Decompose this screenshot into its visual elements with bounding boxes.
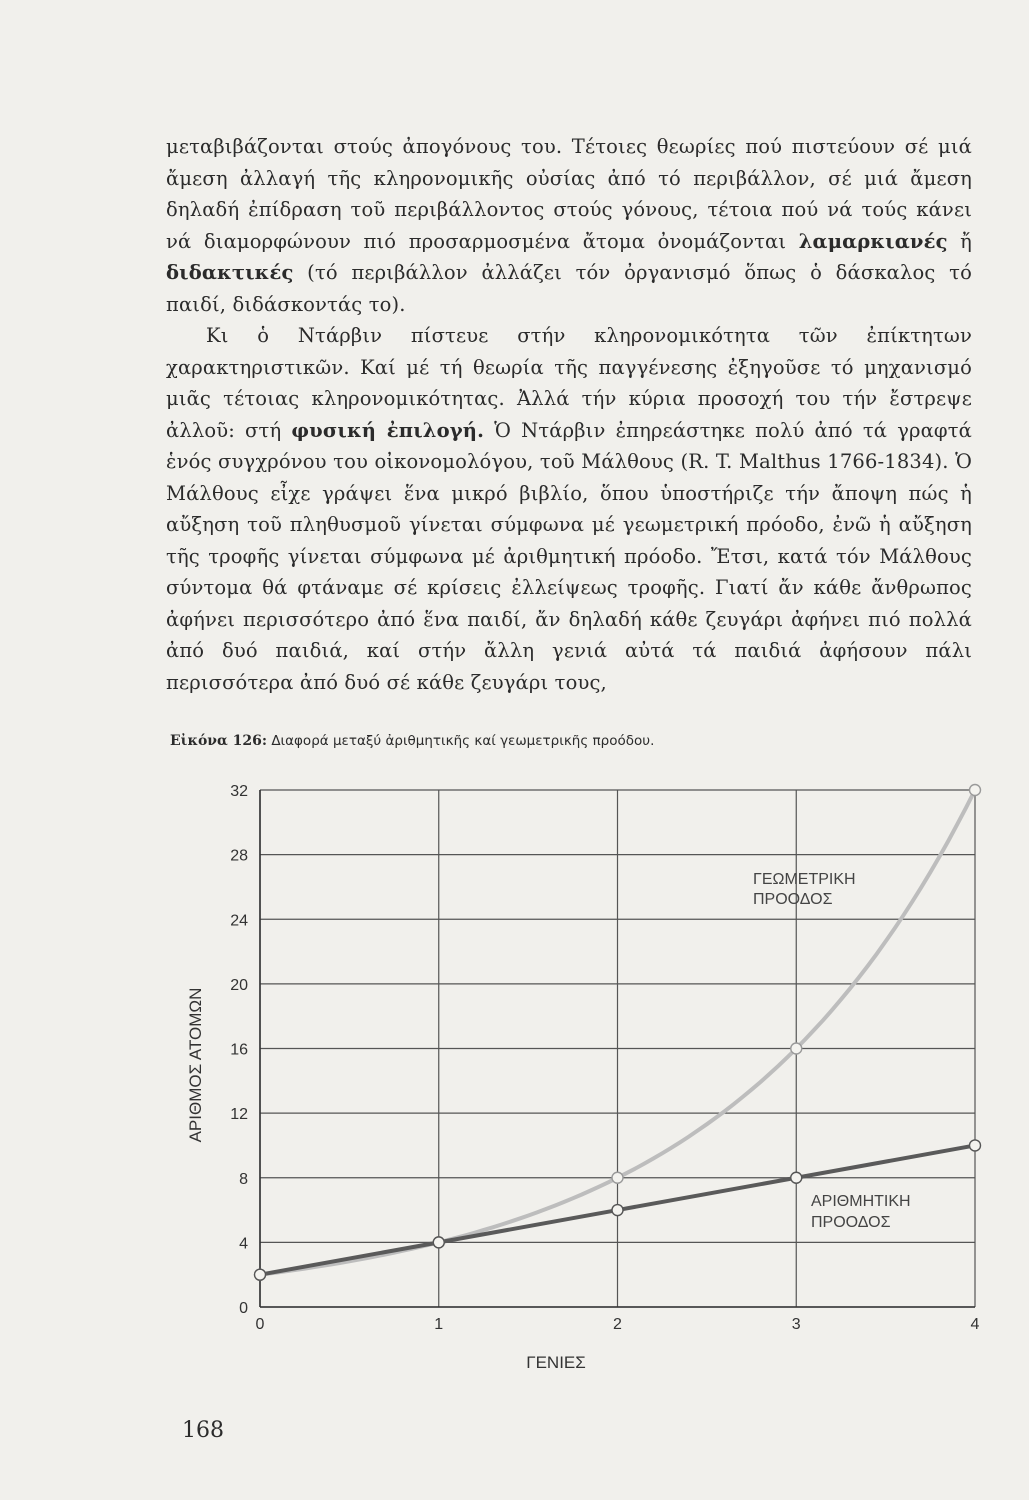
x-tick-label: 0: [255, 1316, 265, 1333]
arithmetic-label-line-2: ΠΡΟΟΔΟΣ: [811, 1214, 891, 1231]
figure-caption-label: Εἰκόνα 126:: [170, 733, 268, 749]
y-tick-label: 0: [239, 1300, 248, 1317]
x-tick-label: 3: [791, 1316, 801, 1333]
arithmetic-label-line-1: ΑΡΙΘΜΗΤΙΚΗ: [811, 1193, 911, 1210]
paragraph-2-text-a: Κι ὁ Ντάρβιν πίστευε στήν κληρονομικότητα τῶν ἐπίκτητων χαρακτηριστικῶν. Καί μέ τή θεωρία τῆς παγγένεσης ἐξηγοῦσε τό μηχανισμό μιᾶς τέτοιας κληρονομικότητας. Ἀλλά τήν κύρια προσοχή του τήν ἔστρεψε ἀλλοῦ: στή: [166, 324, 972, 442]
y-tick-label: 4: [239, 1235, 248, 1253]
x-tick-label: 4: [970, 1316, 980, 1333]
geometric-data-point: [970, 785, 981, 796]
geometric-label-line-2: ΠΡΟΟΔΟΣ: [753, 891, 833, 908]
y-tick-label: 32: [230, 783, 248, 800]
y-tick-label: 16: [230, 1041, 248, 1059]
arithmetic-data-point: [612, 1205, 623, 1216]
paragraph-1-text-b: ἤ: [947, 229, 972, 253]
y-axis-label: ΑΡΙΘΜΟΣ ΑΤΟΜΩΝ: [186, 987, 205, 1143]
term-didactic: διδακτικές: [166, 261, 294, 284]
paragraph-1-text-a: μεταβιβάζονται στούς ἀπογόνους του. Τέτοιες θεωρίες πού πιστεύουν σέ μιά ἄμεση ἀλλαγή τῆς κληρονομικῆς οὐσίας ἀπό τό περιβάλλον, σέ μιά ἄμεση δηλαδή ἐπίδραση τοῦ περιβάλλοντος στούς γόνους, τέτοια πού νά τούς κάνει νά διαμορφώνουν πιό προσαρμοσμένα ἄτομα ὀνομάζονται: [166, 135, 972, 253]
arithmetic-data-point: [255, 1269, 266, 1280]
arithmetic-data-point: [970, 1140, 981, 1151]
arithmetic-data-point: [791, 1172, 802, 1183]
paragraph-2-text-b: Ὁ Ντάρβιν ἐπηρεάστηκε πολύ ἀπό τά γραφτά ἑνός συγχρόνου του οἰκονομολόγου, τοῦ Μάλθους (R. T. Malthus 1766-1834). Ὁ Μάλθους εἶχε γράψει ἕνα μικρό βιβλίο, ὅπου ὑποστήριζε τήν ἄποψη πώς ἡ αὔξηση τοῦ πληθυσμοῦ γίνεται σύμφωνα μέ γεωμετρική πρόοδο, ἐνῶ ἡ αὔξηση τῆς τροφῆς γίνεται σύμφωνα μέ ἀριθμητική πρόοδο. Ἔτσι, κατά τόν Μάλθους σύντομα θά φτάναμε σέ κρίσεις ἐλλείψεως τροφῆς. Γιατί ἄν κάθε ἄνθρωπος ἀφήνει περισσότερο ἀπό ἕνα παιδί, ἄν δηλαδή κάθε ζευγάρι ἀφήνει πιό πολλά ἀπό δυό παιδιά, καί στήν ἄλλη γενιά αὐτά τά παιδιά ἀφήσουν πάλι περισσότερα ἀπό δυό σέ κάθε ζευγάρι τους,: [166, 418, 972, 694]
geometric-data-point: [791, 1043, 802, 1054]
arithmetic-data-point: [433, 1237, 444, 1248]
arithmetic-series-label: [811, 1193, 911, 1231]
y-tick-label: 28: [230, 847, 248, 865]
x-tick-label: 2: [613, 1316, 622, 1333]
geometric-label-line-1: ΓΕΩΜΕΤΡΙΚΗ: [753, 871, 856, 888]
x-axis-label: ΓΕΝΙΕΣ: [526, 1353, 586, 1372]
y-tick-label: 20: [230, 976, 248, 994]
geometric-series-label: [753, 871, 856, 908]
paragraph-1-text-c: (τό περιβάλλον ἀλλάζει τόν ὀργανισμό ὅπως ὁ δάσκαλος τό παιδί, διδάσκοντάς το).: [166, 261, 972, 316]
figure-caption-text: Διαφορά μεταξύ ἀριθμητικῆς καί γεωμετρικῆς προόδου.: [267, 733, 655, 749]
y-tick-label: 12: [230, 1106, 248, 1124]
y-tick-label: 24: [230, 912, 248, 930]
geometric-data-point: [612, 1172, 623, 1183]
chart-ticks: [230, 783, 979, 1333]
y-tick-label: 8: [239, 1170, 248, 1188]
x-tick-label: 1: [434, 1316, 444, 1333]
term-natural-selection: φυσική ἐπιλογή.: [291, 418, 485, 442]
page-number: 168: [182, 1418, 224, 1443]
term-lamarckian: λαμαρκιανές: [798, 229, 948, 253]
